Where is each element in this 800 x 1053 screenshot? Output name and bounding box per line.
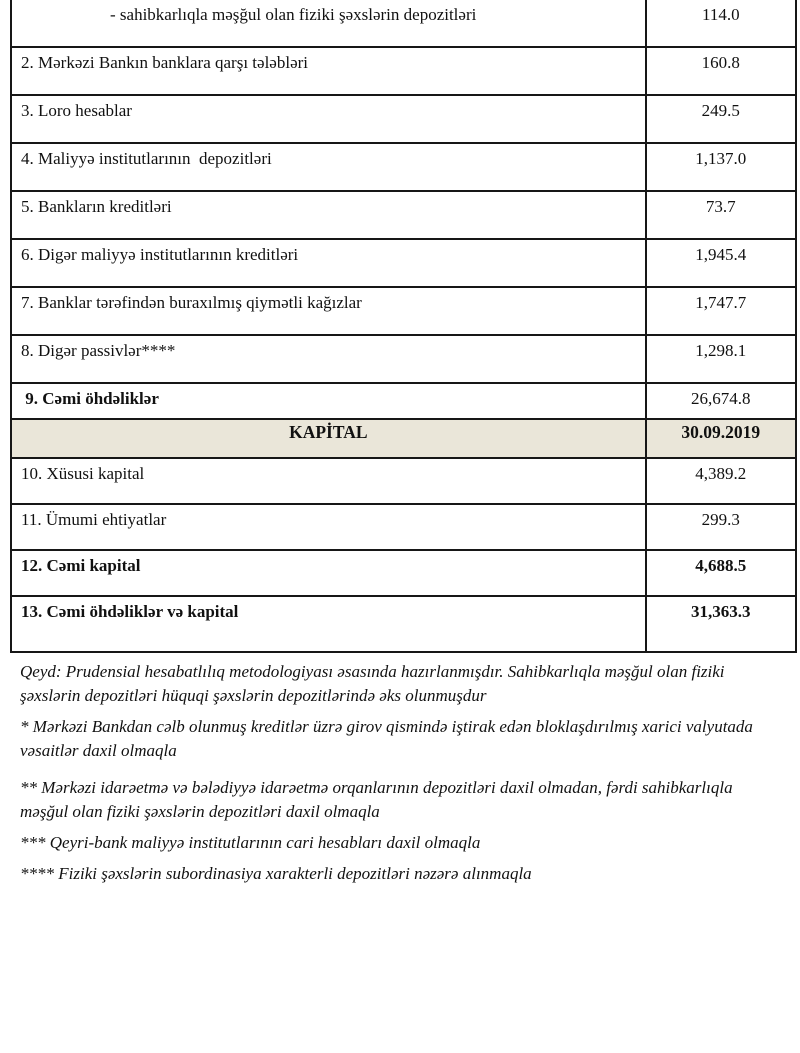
row-label: 9. Cəmi öhdəliklər <box>11 383 646 442</box>
footnote: ** Mərkəzi idarəetmə və bələdiyyə idarəetmə orqanlarının depozitləri daxil olmadan, fərdi sahibkarlıqla məşğul olan fiziki şəxslərin depozitləri daxil olmaqla <box>20 778 733 821</box>
row-value: 114.0 <box>646 0 796 47</box>
table-row <box>11 95 796 143</box>
table-row <box>11 458 796 504</box>
row-label: 10. Xüsusi kapital <box>11 458 646 504</box>
footnotes-section <box>20 660 782 893</box>
footnote: * Mərkəzi Bankdan cəlb olunmuş kreditlər üzrə girov qismində iştirak edən bloklaşdırılmış xarici valyutada vəsaitlər daxil olmaqla <box>20 717 753 760</box>
row-value: 249.5 <box>646 95 796 143</box>
table-row <box>11 550 796 596</box>
footnote: *** Qeyri-bank maliyyə institutlarının cari hesabları daxil olmaqla <box>20 833 481 852</box>
table-row <box>11 335 796 383</box>
row-value: 299.3 <box>646 504 796 550</box>
row-label: 2. Mərkəzi Bankın banklara qarşı tələbləri <box>11 47 646 95</box>
row-value: 1,137.0 <box>646 143 796 191</box>
footnote: **** Fiziki şəxslərin subordinasiya xarakterli depozitləri nəzərə alınmaqla <box>20 864 532 883</box>
row-value: 160.8 <box>646 47 796 95</box>
table-row <box>11 596 796 652</box>
row-label: 5. Bankların kreditləri <box>11 191 646 239</box>
row-label: 4. Maliyyə institutlarının depozitləri <box>11 143 646 191</box>
table-row <box>11 191 796 239</box>
row-label: 7. Banklar tərəfindən buraxılmış qiymətli kağızlar <box>11 287 646 335</box>
row-value: 26,674.8 <box>646 383 796 442</box>
row-value: 4,389.2 <box>646 458 796 504</box>
row-value: 31,363.3 <box>646 596 796 652</box>
capital-header-row <box>11 419 796 458</box>
table-row <box>11 239 796 287</box>
row-label: 6. Digər maliyyə institutlarının kreditləri <box>11 239 646 287</box>
row-label: 13. Cəmi öhdəliklər və kapital <box>11 596 646 652</box>
table-row <box>11 287 796 335</box>
row-value: 73.7 <box>646 191 796 239</box>
row-value: 1,945.4 <box>646 239 796 287</box>
table-row <box>11 47 796 95</box>
table-gap-left-border <box>10 395 12 420</box>
table-row <box>11 504 796 550</box>
row-value: 1,298.1 <box>646 335 796 383</box>
capital-table <box>10 418 797 653</box>
date-column-header: 30.09.2019 <box>646 419 796 458</box>
row-value: 1,747.7 <box>646 287 796 335</box>
row-label: 8. Digər passivlər**** <box>11 335 646 383</box>
row-label: 3. Loro hesablar <box>11 95 646 143</box>
row-label: - sahibkarlıqla məşğul olan fiziki şəxslərin depozitləri <box>11 0 646 47</box>
footnote: Qeyd: Prudensial hesabatlılıq metodologiyası əsasında hazırlanmışdır. Sahibkarlıqla məşğul olan fiziki şəxslərin depozitləri hüquqi şəxslərin depozitlərində əks olunmuşdur <box>20 662 725 705</box>
row-label: 12. Cəmi kapital <box>11 550 646 596</box>
table-row <box>11 0 796 47</box>
capital-section-title: KAPİTAL <box>11 419 646 458</box>
table-row <box>11 143 796 191</box>
row-label: 11. Ümumi ehtiyatlar <box>11 504 646 550</box>
row-value: 4,688.5 <box>646 550 796 596</box>
liabilities-table <box>10 0 797 443</box>
